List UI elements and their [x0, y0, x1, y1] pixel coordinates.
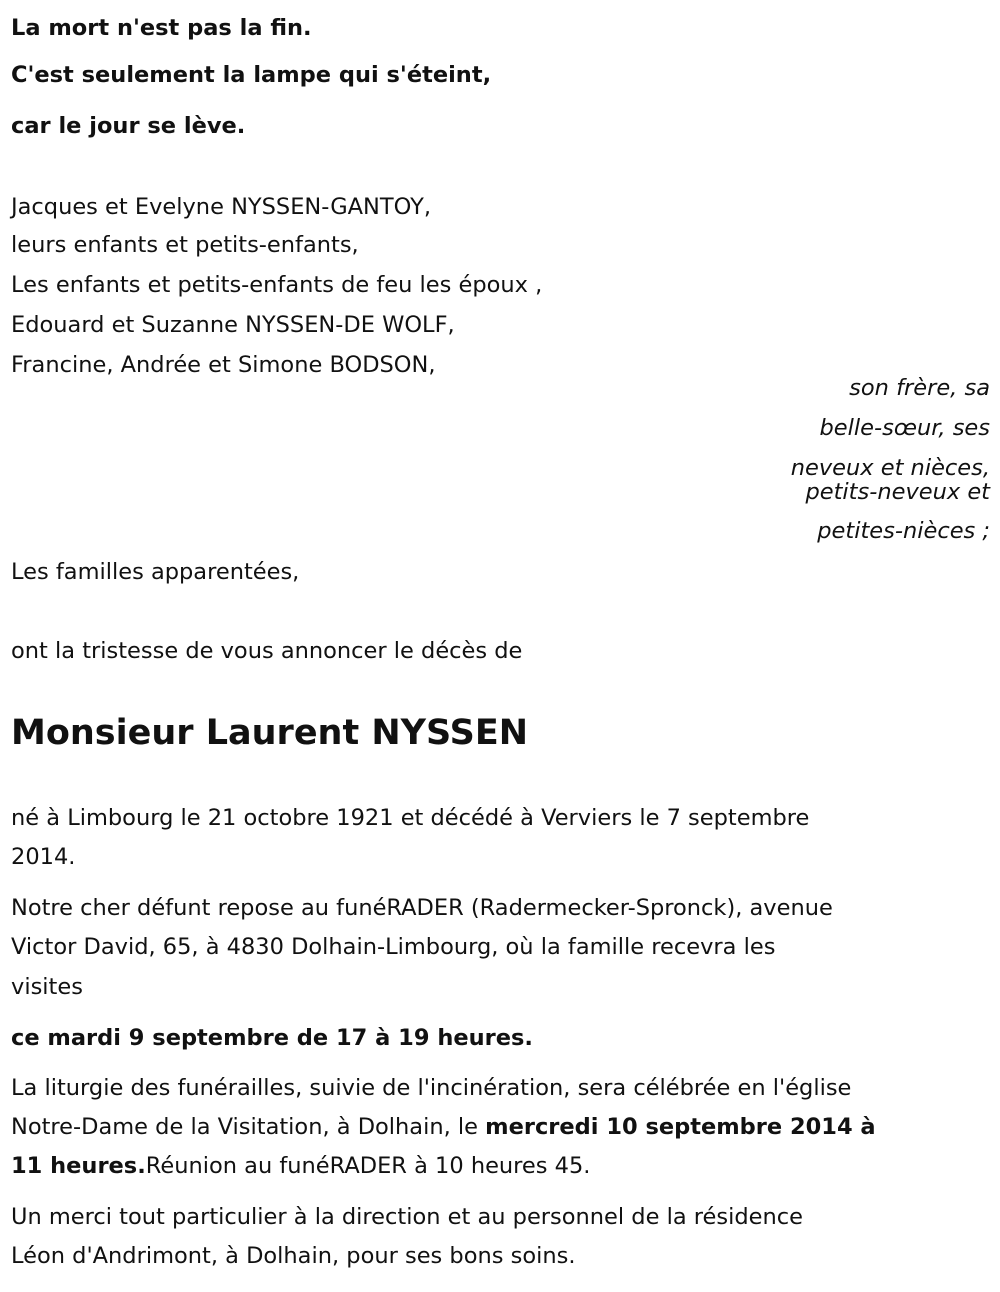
families-related: Les familles apparentées, [11, 559, 300, 585]
quote-line: car le jour se lève. [11, 113, 246, 139]
liturgy-line [11, 1112, 876, 1142]
rest-line: visites [11, 974, 83, 1000]
family-line: Edouard et Suzanne NYSSEN-DE WOLF, [11, 312, 455, 338]
announcement: ont la tristesse de vous annoncer le décès de [11, 638, 523, 664]
relation-line: belle-sœur, ses [819, 415, 990, 441]
relation-line: neveux et nièces, [790, 455, 990, 481]
deceased-name: Monsieur Laurent NYSSEN [11, 713, 529, 753]
liturgy-line [11, 1151, 590, 1181]
liturgy-date: mercredi 10 septembre 2014 à [485, 1114, 876, 1140]
family-line: Jacques et Evelyne NYSSEN-GANTOY, [11, 194, 431, 220]
visits-time: ce mardi 9 septembre de 17 à 19 heures. [11, 1025, 533, 1051]
birth-death-line: 2014. [11, 844, 76, 870]
family-line: Les enfants et petits-enfants de feu les époux , [11, 272, 543, 298]
birth-death-line: né à Limbourg le 21 octobre 1921 et décédé à Verviers le 7 septembre [11, 805, 810, 831]
quote-line: C'est seulement la lampe qui s'éteint, [11, 62, 492, 88]
relation-line: son frère, sa [849, 375, 990, 401]
thanks-line: Léon d'Andrimont, à Dolhain, pour ses bons soins. [11, 1243, 576, 1269]
rest-line: Notre cher défunt repose au funéRADER (Radermecker-Spronck), avenue [11, 895, 833, 921]
thanks-line: Un merci tout particulier à la direction et au personnel de la résidence [11, 1204, 803, 1230]
reunion-text: Réunion au funéRADER à 10 heures 45. [145, 1153, 591, 1179]
liturgy-hour: 11 heures. [11, 1153, 146, 1179]
rest-line: Victor David, 65, à 4830 Dolhain-Limbourg, où la famille recevra les [11, 934, 776, 960]
quote-line: La mort n'est pas la fin. [11, 15, 312, 41]
liturgy-text: Notre-Dame de la Visitation, à Dolhain, le [11, 1114, 486, 1140]
relation-line: petits-neveux et [805, 479, 990, 505]
family-line: Francine, Andrée et Simone BODSON, [11, 352, 436, 378]
relation-line: petites-nièces ; [817, 518, 990, 544]
family-line: leurs enfants et petits-enfants, [11, 232, 359, 258]
liturgy-line: La liturgie des funérailles, suivie de l'incinération, sera célébrée en l'église [11, 1075, 852, 1101]
